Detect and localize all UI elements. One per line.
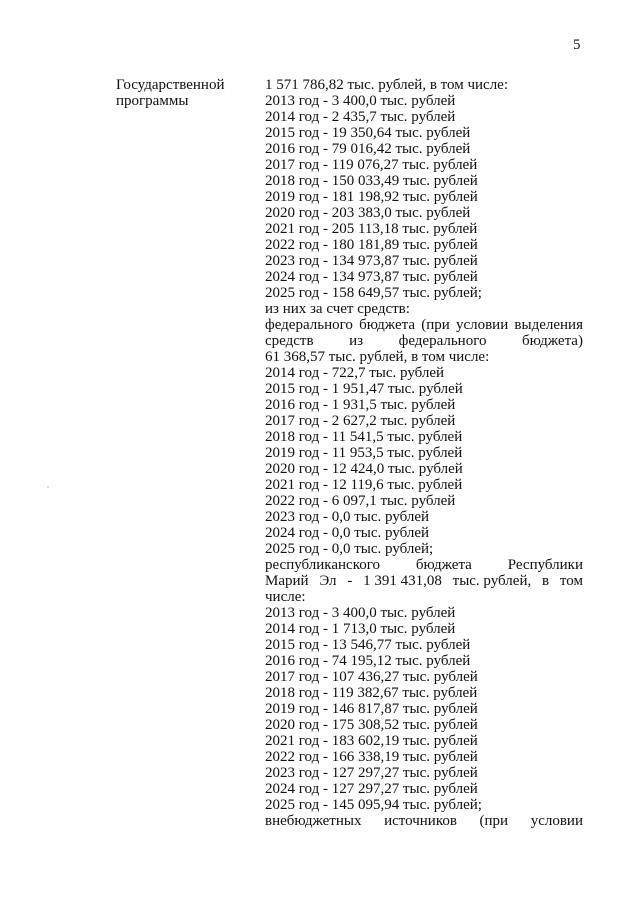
word: из — [349, 333, 364, 349]
word: в — [542, 573, 550, 589]
extrabudgetary-block — [265, 813, 583, 829]
text-line: 2015 год - 19 350,64 тыс. рублей — [265, 125, 471, 141]
section-label — [116, 77, 256, 109]
justified-line — [265, 813, 583, 829]
text-line: 2025 год - 145 095,94 тыс. рублей; — [265, 797, 482, 813]
word: внебюджетных — [265, 813, 362, 829]
justified-line — [265, 333, 583, 349]
text-line: 2017 год - 107 436,27 тыс. рублей — [265, 669, 478, 685]
word: бюджета — [359, 317, 416, 333]
text-line: 2019 год - 181 198,92 тыс. рублей — [265, 189, 478, 205]
word: бюджета — [415, 557, 472, 573]
text-line: 2025 год - 158 649,57 тыс. рублей; — [265, 285, 482, 301]
label-line: программы — [116, 93, 189, 109]
funding-text — [265, 77, 583, 829]
word: Республики — [507, 557, 583, 573]
word: (при — [421, 317, 450, 333]
scan-speck — [47, 486, 49, 488]
text-line: 2014 год - 722,7 тыс. рублей — [265, 365, 445, 381]
text-line: 2015 год - 1 951,47 тыс. рублей — [265, 381, 463, 397]
word: выделения — [514, 317, 583, 333]
text-line: 2020 год - 175 308,52 тыс. рублей — [265, 717, 478, 733]
text-line: 2025 год - 0,0 тыс. рублей; — [265, 541, 434, 557]
text-line: 2020 год - 12 424,0 тыс. рублей — [265, 461, 463, 477]
text-line: 2019 год - 146 817,87 тыс. рублей — [265, 701, 478, 717]
text-line: 2021 год - 12 119,6 тыс. рублей — [265, 477, 463, 493]
text-line: 2013 год - 3 400,0 тыс. рублей — [265, 605, 456, 621]
republic-budget-block — [265, 557, 583, 813]
total-funding-block — [265, 77, 583, 317]
text-line: 2023 год - 0,0 тыс. рублей — [265, 509, 430, 525]
text-line: 2023 год - 127 297,27 тыс. рублей — [265, 765, 478, 781]
text-line: 1 571 786,82 тыс. рублей, в том числе: — [265, 77, 509, 93]
word: условии — [530, 813, 583, 829]
text-line: 2013 год - 3 400,0 тыс. рублей — [265, 93, 456, 109]
text-line: 2017 год - 2 627,2 тыс. рублей — [265, 413, 456, 429]
word: средств — [265, 333, 314, 349]
text-line: 2024 год - 127 297,27 тыс. рублей — [265, 781, 478, 797]
word: федерального — [398, 333, 487, 349]
text-line: 2018 год - 11 541,5 тыс. рублей — [265, 429, 463, 445]
word: условии — [455, 317, 509, 333]
word: тыс. рублей, — [452, 573, 532, 589]
text-line: 2018 год - 150 033,49 тыс. рублей — [265, 173, 478, 189]
text-line: 2015 год - 13 546,77 тыс. рублей — [265, 637, 471, 653]
text-line: 2021 год - 205 113,18 тыс. рублей — [265, 221, 478, 237]
justified-line — [265, 317, 583, 333]
text-line: 2022 год - 180 181,89 тыс. рублей — [265, 237, 478, 253]
text-line: 2016 год - 1 931,5 тыс. рублей — [265, 397, 456, 413]
justified-line — [265, 557, 583, 573]
text-line: 2018 год - 119 382,67 тыс. рублей — [265, 685, 478, 701]
text-line: 2014 год - 1 713,0 тыс. рублей — [265, 621, 456, 637]
text-line: 2023 год - 134 973,87 тыс. рублей — [265, 253, 478, 269]
word: Марий — [265, 573, 309, 589]
word: - — [347, 573, 353, 589]
word: республиканского — [265, 557, 380, 573]
label-line: Государственной — [116, 77, 225, 93]
word: (при — [479, 813, 509, 829]
justified-line — [265, 573, 583, 589]
text-line: 2021 год - 183 602,19 тыс. рублей — [265, 733, 478, 749]
text-line: 2020 год - 203 383,0 тыс. рублей — [265, 205, 471, 221]
text-line: 2022 год - 6 097,1 тыс. рублей — [265, 493, 456, 509]
text-line: 2014 год - 2 435,7 тыс. рублей — [265, 109, 456, 125]
word: федерального — [265, 317, 353, 333]
text-line: 2024 год - 0,0 тыс. рублей — [265, 525, 430, 541]
text-line: 2016 год - 74 195,12 тыс. рублей — [265, 653, 471, 669]
text-line: 2016 год - 79 016,42 тыс. рублей — [265, 141, 471, 157]
text-line: 2019 год - 11 953,5 тыс. рублей — [265, 445, 463, 461]
text-line: 61 368,57 тыс. рублей, в том числе: — [265, 349, 490, 365]
text-line: 2022 год - 166 338,19 тыс. рублей — [265, 749, 478, 765]
word: Эл — [319, 573, 337, 589]
text-line: из них за счет средств: — [265, 301, 410, 317]
word: бюджета) — [522, 333, 583, 349]
word: том — [559, 573, 583, 589]
text-line: числе: — [265, 589, 306, 605]
page-number: 5 — [573, 37, 581, 53]
text-line: 2024 год - 134 973,87 тыс. рублей — [265, 269, 478, 285]
text-line: 2017 год - 119 076,27 тыс. рублей — [265, 157, 478, 173]
federal-budget-block — [265, 317, 583, 557]
word: источников — [384, 813, 457, 829]
word: 1 391 431,08 — [363, 573, 442, 589]
